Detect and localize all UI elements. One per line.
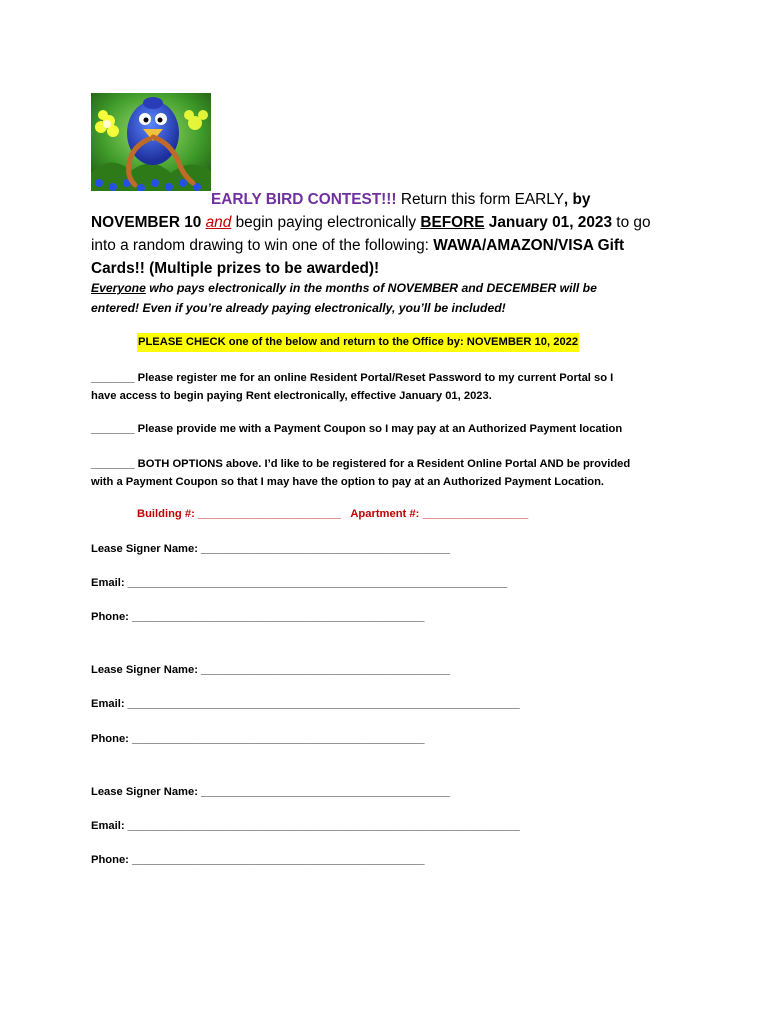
signer-1-email-field[interactable]: Email: _____________________________________________________________ (91, 577, 508, 589)
and-word: and (205, 214, 232, 231)
gift-card-list: WAWA/AMAZON/VISA Gift (433, 237, 625, 254)
signer-2-name-field[interactable]: Lease Signer Name: ________________________________________ (91, 664, 450, 676)
intro-text-4: to go (612, 214, 651, 231)
option-coupon-line-1: _______ Please provide me with a Payment Coupon so I may pay at an Authorized Payment location (91, 423, 623, 435)
signer-3-email-field[interactable]: Email: _______________________________________________________________ (91, 820, 520, 832)
building-field[interactable]: Building #: _______________________ (137, 508, 342, 520)
signer-3-phone-field[interactable]: Phone: _______________________________________________ (91, 854, 425, 866)
intro-line-4: Cards!! (Multiple prizes to be awarded)! (91, 260, 380, 277)
option-both-line-1: _______ BOTH OPTIONS above. I’d like to be registered for a Resident Online Portal AND be provided (91, 458, 631, 470)
intro-text-1: Return this form EARLY (396, 191, 564, 208)
signer-1-phone-field[interactable]: Phone: _______________________________________________ (91, 611, 425, 623)
notice-line-2: entered! Even if you’re already paying electronically, you’ll be included! (91, 301, 506, 315)
deadline-date: NOVEMBER 10 (91, 214, 206, 231)
contest-intro (91, 188, 691, 280)
intro-line-3 (91, 234, 691, 257)
signer-1-name-field[interactable]: Lease Signer Name: ________________________________________ (91, 543, 450, 555)
start-date: January 01, 2023 (484, 214, 613, 231)
notice-text-1: who pays electronically in the months of NOVEMBER and DECEMBER will be (145, 281, 597, 295)
option-coupon[interactable] (91, 420, 691, 438)
signer-2-email-field[interactable]: Email: _______________________________________________________________ (91, 698, 520, 710)
option-portal-line-2: have access to begin paying Rent electronically, effective January 01, 2023. (91, 390, 492, 402)
early-bird-cartoon-icon (91, 93, 211, 191)
intro-text-5: into a random drawing to win one of the following: (91, 237, 434, 254)
intro-line-2 (91, 211, 691, 234)
option-both-line-2: with a Payment Coupon so that I may have the option to pay at an Authorized Payment Location. (91, 476, 605, 488)
signer-2-phone-field[interactable]: Phone: _______________________________________________ (91, 733, 425, 745)
option-portal-line-1: _______ Please register me for an online Resident Portal/Reset Password to my current Portal so I (91, 372, 614, 384)
intro-line-1 (91, 188, 691, 211)
contest-title: EARLY BIRD CONTEST!!! (211, 191, 397, 208)
option-portal[interactable] (91, 369, 691, 405)
option-both[interactable] (91, 455, 691, 491)
notice-line-1 (91, 278, 691, 298)
check-instruction: PLEASE CHECK one of the below and return to the Office by: NOVEMBER 10, 2022 (137, 333, 579, 352)
signer-3-name-field[interactable]: Lease Signer Name: ________________________________________ (91, 786, 450, 798)
intro-text-2: , by (563, 191, 591, 208)
apartment-field[interactable]: Apartment #: _________________ (350, 508, 529, 520)
building-apartment-row (137, 508, 528, 520)
eligibility-notice (91, 278, 691, 318)
before-word: BEFORE (420, 214, 485, 231)
intro-text-3: begin paying electronically (231, 214, 421, 231)
everyone-word: Everyone (91, 281, 146, 295)
